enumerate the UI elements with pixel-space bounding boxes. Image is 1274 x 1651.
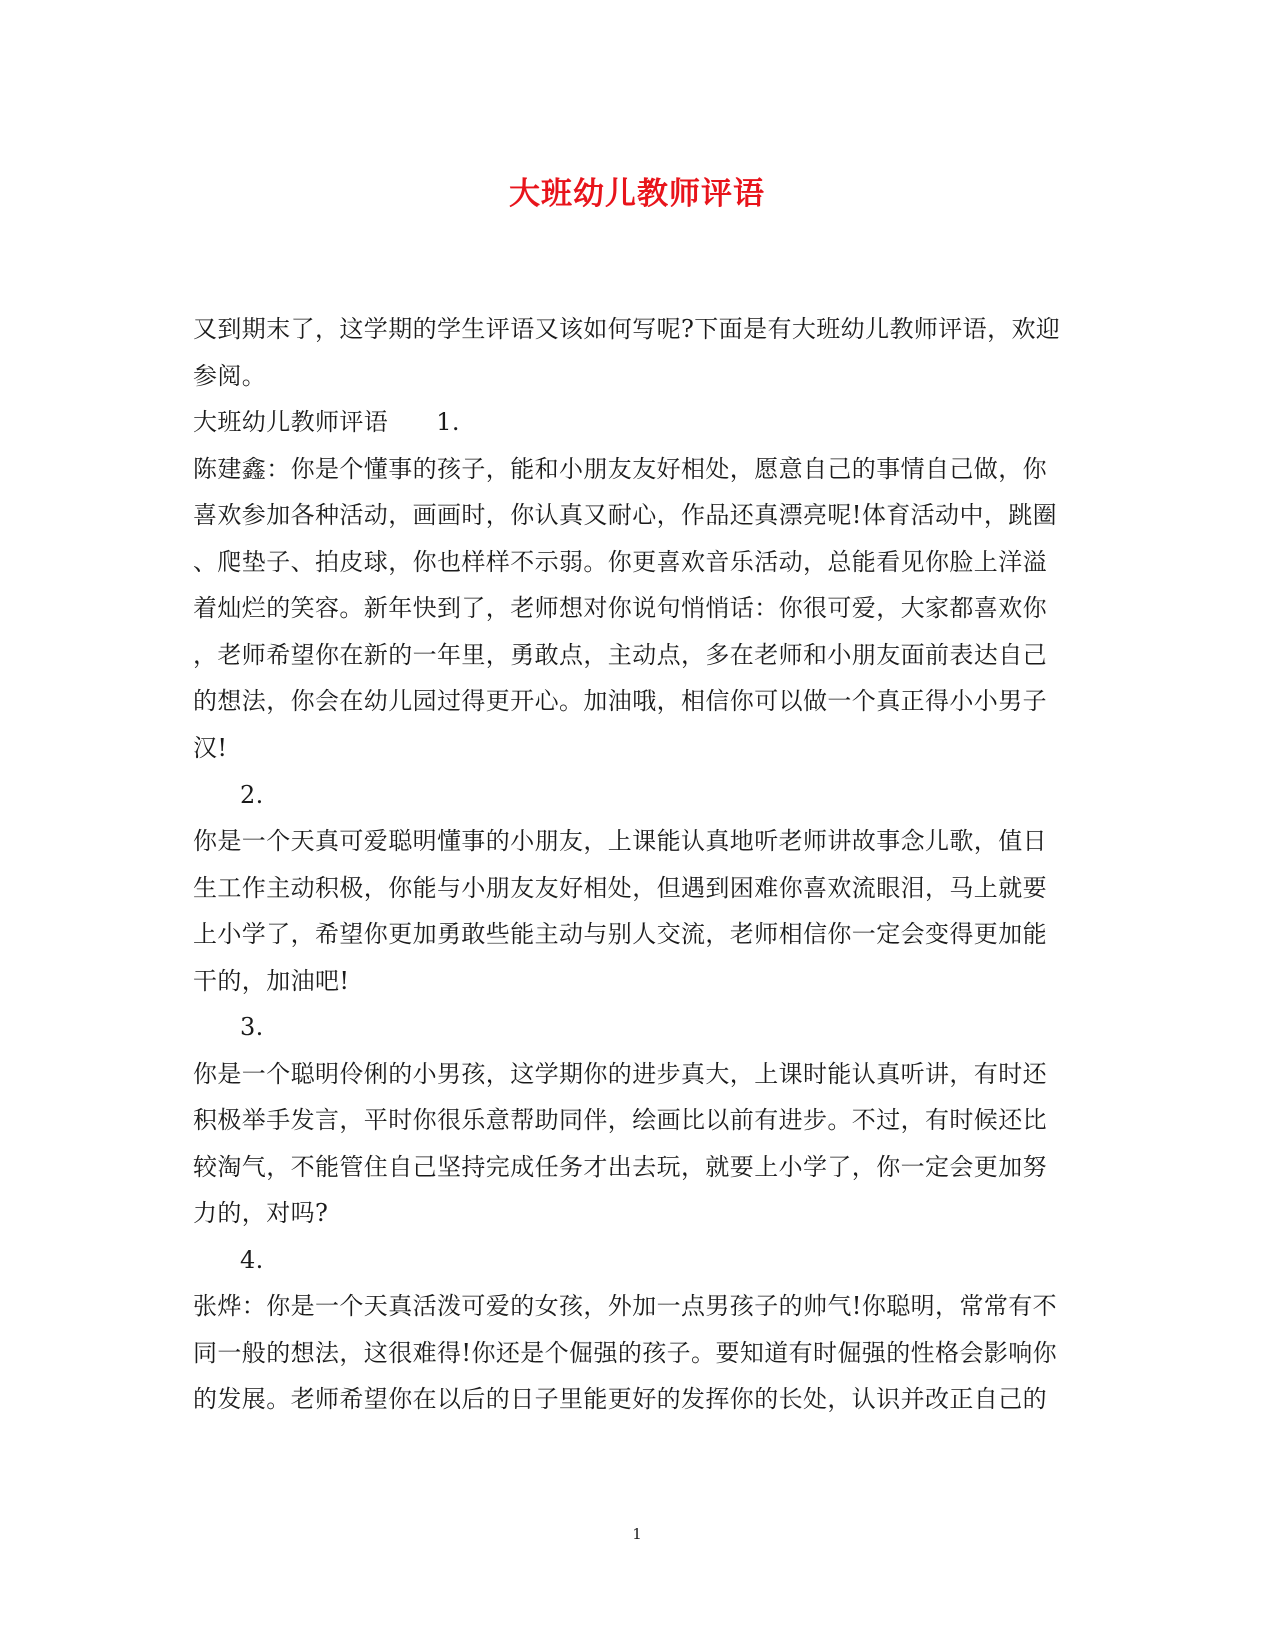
paragraph-line: 、爬垫子、拍皮球，你也样样不示弱。你更喜欢音乐活动，总能看见你脸上洋溢 [193,548,1047,576]
paragraph-line: 张烨：你是一个天真活泼可爱的女孩，外加一点男孩子的帅气!你聪明，常常有不 [193,1292,1058,1320]
paragraph-line: 生工作主动积极，你能与小朋友友好相处，但遇到困难你喜欢流眼泪，马上就要 [193,874,1047,902]
item-number-2: 2. [240,781,264,809]
section-heading-line [193,407,460,437]
item-number-3: 3. [240,1013,264,1041]
paragraph-line: 的想法，你会在幼儿园过得更开心。加油哦，相信你可以做一个真正得小小男子 [193,687,1047,715]
paragraph-line: 喜欢参加各种活动，画画时，你认真又耐心，作品还真漂亮呢!体育活动中，跳圈 [193,501,1058,529]
section-heading: 大班幼儿教师评语 [193,408,389,436]
paragraph-line: 同一般的想法，这很难得!你还是个倔强的孩子。要知道有时倔强的性格会影响你 [193,1339,1058,1367]
paragraph-line: 陈建鑫：你是个懂事的孩子，能和小朋友友好相处，愿意自己的事情自己做，你 [193,455,1047,483]
paragraph-line: ，老师希望你在新的一年里，勇敢点，主动点，多在老师和小朋友面前表达自己 [193,641,1047,669]
item-number-1: 1. [436,408,460,436]
paragraph-line: 汉! [193,734,228,762]
paragraph-line: 你是一个聪明伶俐的小男孩，这学期你的进步真大，上课时能认真听讲，有时还 [193,1060,1047,1088]
paragraph-line: 着灿烂的笑容。新年快到了，老师想对你说句悄悄话：你很可爱，大家都喜欢你 [193,594,1047,622]
page-title: 大班幼儿教师评语 [509,176,765,212]
paragraph-line: 又到期末了，这学期的学生评语又该如何写呢?下面是有大班幼儿教师评语，欢迎 [193,315,1061,343]
paragraph-line: 力的，对吗? [193,1199,329,1227]
paragraph-line: 干的，加油吧! [193,967,350,995]
paragraph-line: 上小学了，希望你更加勇敢些能主动与别人交流，老师相信你一定会变得更加能 [193,920,1047,948]
paragraph-line: 的发展。老师希望你在以后的日子里能更好的发挥你的长处，认识并改正自己的 [193,1385,1047,1413]
paragraph-line: 你是一个天真可爱聪明懂事的小朋友，上课能认真地听老师讲故事念儿歌，值日 [193,827,1047,855]
paragraph-line: 较淘气，不能管住自己坚持完成任务才出去玩，就要上小学了，你一定会更加努 [193,1153,1047,1181]
paragraph-line: 积极举手发言，平时你很乐意帮助同伴，绘画比以前有进步。不过，有时候还比 [193,1106,1047,1134]
item-number-4: 4. [240,1246,264,1274]
page-number: 1 [632,1525,642,1543]
paragraph-line: 参阅。 [193,362,267,390]
